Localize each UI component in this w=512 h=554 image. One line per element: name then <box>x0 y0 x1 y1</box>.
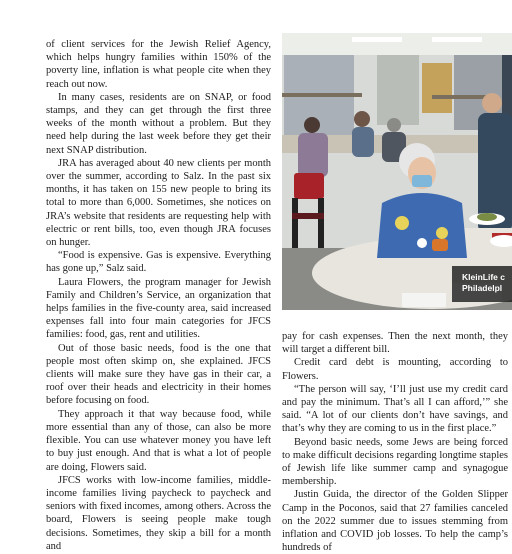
paragraph: pay for cash expenses. Then the next month, they will target a different bill. <box>282 331 508 356</box>
paragraph: JFCS works with low-income families, middle-income families living paycheck to paycheck and seniors with fixed incomes, among others. Across the board, Flowers is seeing people make tough decisions. Sometimes, they skip a bill for a month and <box>46 474 271 552</box>
paragraph: They approach it that way because food, while more essential than any of those, can also be more flexible. You can use whatever money you have left to buy just enough. And that is what a lot of people are doing, Flowers said. <box>46 408 271 473</box>
paragraph: JRA has averaged about 40 new clients per month over the summer, according to Salz. In the past six months, it has taken on 155 new people to bring its total to more than 6,000. Sometimes, she notices on JRA’s website that residents are requesting help with electric or rent bills, too, even though JRA focuses on hunger. <box>46 157 271 249</box>
photo-credit <box>452 266 512 302</box>
paragraph: “The person will say, ‘I’ll just use my credit card and pay the minimum. That’s all I can afford,’” she said. “A lot of our clients don’t have savings, and that’s why they are coming to us in the first place.” <box>282 383 508 435</box>
paragraph: “Food is expensive. Gas is expensive. Everything has gone up,” Salz said. <box>46 250 271 275</box>
photo-credit-line: Philadelpl <box>462 283 503 293</box>
paragraph: Credit card debt is mounting, according to Flowers. <box>282 357 508 382</box>
article-photo <box>282 33 512 310</box>
paragraph: Out of those basic needs, food is the one that people most often skimp on, she explained. JFCS clients will make sure they have gas in their car, a roof over their heads and electricity in their homes before focusing on food. <box>46 342 271 407</box>
paragraph: Beyond basic needs, some Jews are being forced to make difficult decisions regarding longtime staples of Jewish life like summer camp and synagogue membership. <box>282 436 508 488</box>
paragraph: In many cases, residents are on SNAP, or food stamps, and they can get through the first three weeks of the month without a problem. But they need help during the last week before they get their next SNAP distribution. <box>46 91 271 156</box>
paragraph: Laura Flowers, the program manager for Jewish Family and Children’s Service, an organization that helps families in the five-county area, said increased expenses fall into four main categories for JFCS families: food, gas, rent and utilities. <box>46 276 271 341</box>
article-column-left <box>46 38 271 553</box>
article-column-right <box>282 330 508 554</box>
paragraph: Justin Guida, the director of the Golden Slipper Camp in the Poconos, said that 27 families canceled on the 2022 summer due to issues stemming from inflation and COVID job losses. To help the camp’s hundreds of <box>282 489 508 554</box>
paragraph: of client services for the Jewish Relief Agency, which helps hungry families within 150% of the poverty line, inflation is what people cite when they reach out now. <box>46 39 271 90</box>
photo-credit-line: KleinLife c <box>462 272 505 282</box>
